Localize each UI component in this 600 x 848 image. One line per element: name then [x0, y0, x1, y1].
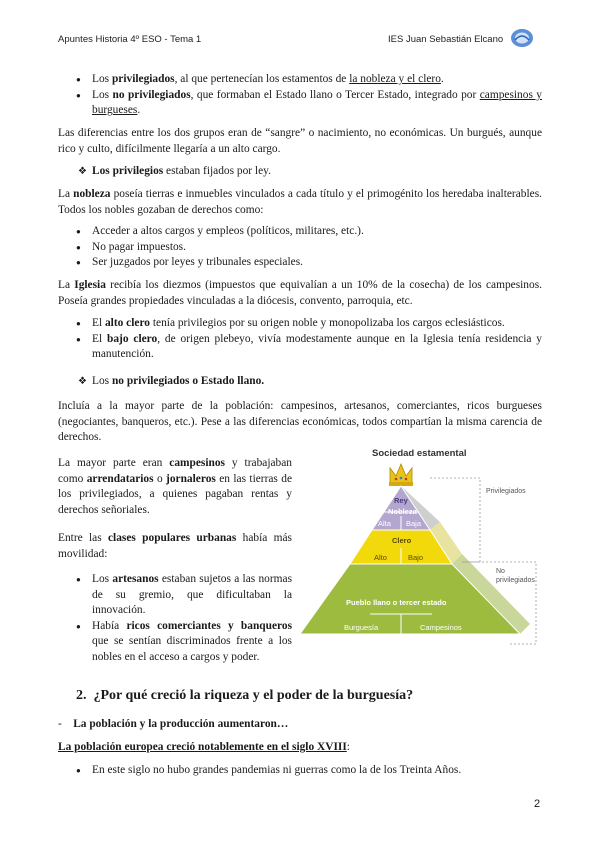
clero-label: Clero	[392, 536, 412, 545]
campesinos-paragraph: La mayor parte eran campesinos y trabajaban como arrendatarios o jornaleros en las tierras de los privilegiados, a quienes pagaban rentas y derechos señoriales.	[58, 457, 293, 516]
list-item: ● En este siglo no hubo grandes pandemias ni guerras como la de los Treinta Años.	[58, 763, 542, 779]
section-2-heading: 2. ¿Por qué creció la riqueza y el poder de la burguesía?	[76, 688, 414, 703]
list-item: ● El alto clero tenía privilegios por su origen noble y monopolizaba los cargos eclesiásticos.	[58, 316, 542, 332]
list-item: ● El bajo clero, de origen plebeyo, vivía modestamente aunque en la Iglesia tenía residencia y manutención.	[58, 332, 542, 363]
burguesia-label: Burguesía	[344, 623, 379, 632]
school-logo-icon	[509, 26, 535, 50]
privilegios-heading: ❖ Los privilegios estaban fijados por ley.	[58, 164, 542, 180]
header-right: IES Juan Sebastián Elcano	[388, 34, 504, 45]
nobleza-label: Nobleza	[388, 507, 417, 516]
alta-label: Alta	[378, 519, 391, 528]
list-item: ● Había ricos comerciantes y banqueros que se sentían discriminados frente a los nobles en el acceso a cargos y poder.	[58, 619, 292, 666]
sub2-list	[58, 763, 542, 779]
no-privilegiados-heading: ❖ Los no privilegiados o Estado llano.	[58, 374, 542, 390]
list-item: ● Los no privilegiados, que formaban el Estado llano o Tercer Estado, integrado por campesinos y burgueses.	[58, 88, 542, 119]
privilegiados-label: Privilegiados	[486, 488, 526, 495]
page-number: 2	[534, 798, 541, 810]
pueblo-label: Pueblo llano o tercer estado	[346, 598, 447, 607]
list-item: ● Ser juzgados por leyes y tribunales especiales.	[58, 255, 542, 271]
diferencias-paragraph: Las diferencias entre los dos grupos eran de “sangre” o nacimiento, no económicas. Un burgués, aunque rico y culto, difícilmente llegaría a un alto cargo.	[58, 127, 542, 155]
list-item: ● Acceder a altos cargos y empleos (políticos, militares, etc.).	[58, 224, 542, 240]
nobleza-list	[58, 224, 542, 271]
no-privilegiados-label-2: privilegiados	[496, 577, 535, 584]
no-privilegiados-label-1: No	[496, 568, 505, 575]
clero-list	[58, 316, 542, 363]
alto-label: Alto	[374, 553, 387, 562]
incluia-paragraph: Incluía a la mayor parte de la población: campesinos, artesanos, comerciantes, ricos burgueses (negociantes, banqueros, etc.). Pese a las diferencias económicas, todos compartían la misma carencia de derechos.	[58, 400, 542, 444]
subheading-2: La población europea creció notablemente en el siglo XVIII:	[58, 741, 350, 753]
campesinos-label: Campesinos	[420, 623, 462, 632]
header-left: Apuntes Historia 4º ESO - Tema 1	[58, 34, 202, 45]
baja-label: Baja	[406, 519, 422, 528]
bajo-label: Bajo	[408, 553, 424, 562]
list-item: ● Los artesanos estaban sujetos a las normas de su gremio, que dificultaban la innovación.	[58, 572, 292, 619]
intro-section	[58, 72, 542, 119]
subheading-1: - La población y la producción aumentaron…	[58, 718, 289, 730]
rey-label: Rey	[394, 496, 408, 505]
sociedad-estamental-figure	[300, 444, 540, 660]
figure-title: Sociedad estamental	[372, 448, 467, 459]
urbanas-list	[58, 572, 292, 666]
nobleza-paragraph: La nobleza poseía tierras e inmuebles vinculados a cada título y el primogénito los heredaba inalterables. Todos los nobles gozaban de derechos como:	[58, 188, 542, 216]
list-item: ● No pagar impuestos.	[58, 240, 542, 256]
list-item: ● Los privilegiados, al que pertenecían los estamentos de la nobleza y el clero.	[58, 72, 542, 88]
iglesia-paragraph: La Iglesia recibía los diezmos (impuestos que equivalían a un 10% de la cosecha) de los campesinos. Poseía grandes propiedades vinculadas a la diócesis, convento, parroquia, etc.	[58, 279, 542, 307]
crown-icon	[389, 464, 413, 486]
urbanas-paragraph: Entre las clases populares urbanas había más movilidad:	[58, 532, 292, 560]
